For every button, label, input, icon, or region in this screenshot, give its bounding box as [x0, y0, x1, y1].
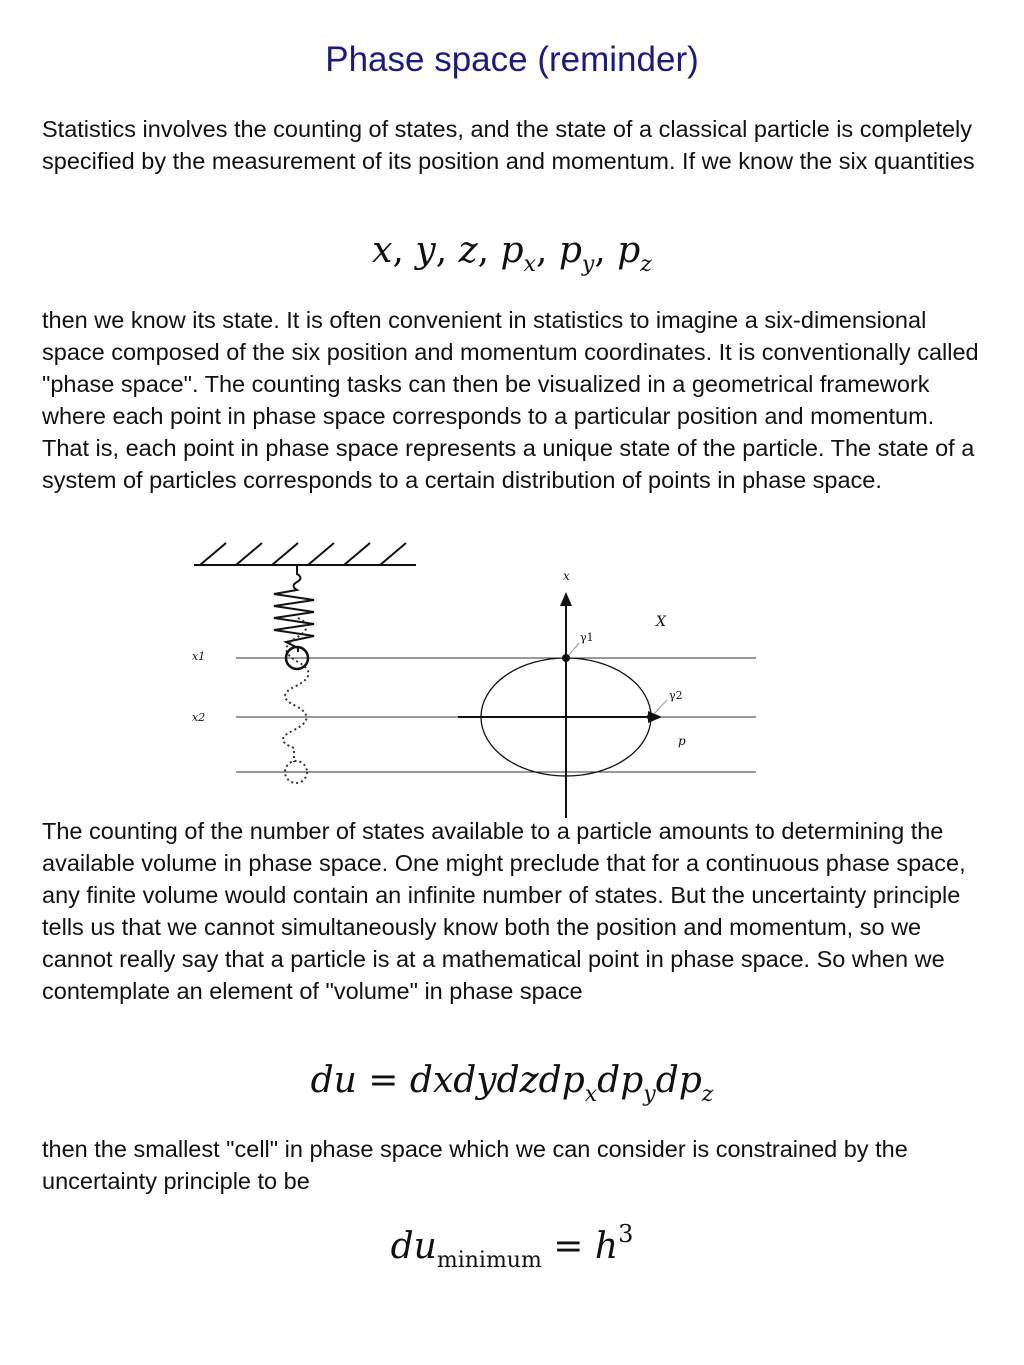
eq1-px: p	[500, 230, 524, 271]
eq1-comma: ,	[477, 230, 490, 271]
page-title: Phase space (reminder)	[325, 40, 699, 79]
eq1-px-sub: x	[523, 252, 536, 277]
gamma1-point	[562, 654, 570, 662]
eq2-d1: dxdydzdp	[409, 1060, 585, 1101]
eq2-d3: dp	[655, 1060, 702, 1101]
gamma1-pointer	[569, 643, 579, 655]
gamma2-point	[647, 713, 655, 721]
p-axis-label: p	[678, 734, 686, 748]
paragraph-cell: then the smallest "cell" in phase space which we can consider is constrained by the uncertainty principle to be	[42, 1136, 908, 1194]
eq1-pz: p	[617, 230, 641, 271]
eq2-sub-y: y	[643, 1082, 656, 1107]
gamma1-label: γ1	[580, 631, 594, 644]
ceiling-support	[194, 543, 416, 565]
paragraph-phase-space: then we know its state. It is often convenient in statistics to imagine a six-dimensional space composed of the six position and momentum coordinates. It is conventionally called "phase space". The counting tasks can then be visualized in a geometrical framework where each point in phase space corresponds to a particular position and momentum. That is, each point in phase space represents a unique state of the particle. The state of a system of particles corresponds to a certain distribution of points in phase space.	[42, 307, 979, 493]
paragraph-intro: Statistics involves the counting of states, and the state of a classical particle is completely specified by the measurement of its position and momentum. If we know the six quantities	[42, 116, 975, 174]
x1-label: x1	[192, 650, 206, 663]
eq1-x: x	[372, 230, 393, 271]
x-axis-label: x	[563, 569, 570, 583]
eq2-sub-z: z	[701, 1082, 714, 1107]
eq3-lhs: du	[390, 1226, 437, 1267]
big-x-label: X	[656, 614, 666, 630]
eq1-py-sub: y	[581, 252, 595, 277]
eq1-comma: ,	[392, 230, 404, 271]
eq1-comma: ,	[435, 230, 448, 271]
eq3-equals: =	[553, 1226, 584, 1267]
gamma2-pointer	[654, 700, 667, 714]
eq1-y: y	[415, 230, 436, 271]
eq3-sub: minimum	[436, 1248, 542, 1273]
eq1-z: z	[458, 230, 478, 271]
gamma2-label: γ2	[669, 689, 683, 702]
paragraph-counting: The counting of the number of states available to a particle amounts to determining the available volume in phase space. One might preclude that for a continuous phase space, any finite volume would contain an infinite number of states. But the uncertainty principle tells us that we cannot simultaneously know both the position and momentum, so we cannot really say that a particle is at a mathematical point in phase space. So when we contemplate an element of "volume" in phase space	[42, 818, 966, 1004]
equation-minimum-cell	[0, 1220, 1024, 1273]
position-lines	[236, 658, 756, 772]
eq2-lhs: du	[310, 1060, 357, 1101]
x-axis-arrow	[560, 592, 572, 606]
eq1-py: p	[558, 230, 582, 271]
eq1-comma: ,	[594, 230, 606, 271]
oscillator-phase-figure	[186, 534, 766, 820]
eq2-d2: dp	[597, 1060, 644, 1101]
equation-volume-element	[0, 1060, 1024, 1107]
eq1-pz-sub: z	[640, 252, 652, 277]
eq3-sup: 3	[618, 1220, 634, 1248]
eq3-rhs: h	[594, 1226, 619, 1267]
equation-coordinates	[0, 230, 1024, 277]
eq1-comma: ,	[535, 230, 548, 271]
x2-label: x2	[192, 711, 206, 724]
eq2-sub-x: x	[584, 1082, 598, 1107]
eq2-equals: =	[368, 1060, 399, 1101]
